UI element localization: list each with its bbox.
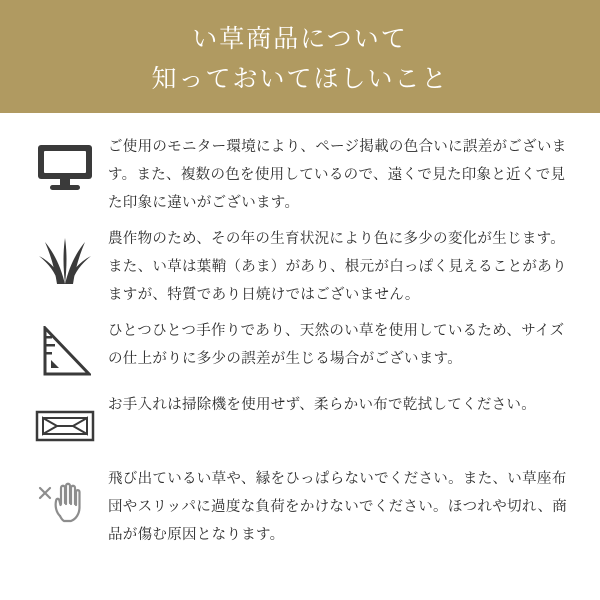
list-item xyxy=(22,389,578,457)
vacuum-prohibited-icon xyxy=(34,395,96,457)
note-paragraph: 飛び出ているい草や、縁をひっぱらないでください。また、い草座布団やスリッパに過度な負荷をかけないでください。ほつれや切れ、商品が傷む原因となります。 xyxy=(108,471,568,543)
list-item xyxy=(22,131,578,217)
page-header xyxy=(0,0,600,113)
list-item xyxy=(22,315,578,383)
icon-cell xyxy=(22,463,108,531)
note-text xyxy=(108,463,578,549)
note-text xyxy=(108,223,578,309)
note-paragraph: お手入れは掃除機を使用せず、柔らかい布で乾拭してください。 xyxy=(108,397,537,413)
ruler-triangle-icon xyxy=(34,321,96,383)
icon-cell xyxy=(22,223,108,291)
grass-icon xyxy=(34,229,96,291)
icon-cell xyxy=(22,389,108,457)
notice-list xyxy=(0,113,600,549)
list-item xyxy=(22,463,578,549)
list-item xyxy=(22,223,578,309)
note-paragraph: ご使用のモニター環境により、ページ掲載の色合いに誤差がございます。また、複数の色を使用しているので、遠くで見た印象と近くで見た印象に違いがございます。 xyxy=(108,139,567,211)
icon-cell xyxy=(22,315,108,383)
page-title-line-2: 知っておいてほしいこと xyxy=(151,64,449,93)
note-paragraph: ひとつひとつ手作りであり、天然のい草を使用しているため、サイズの仕上がりに多少の誤差が生じる場合がございます。 xyxy=(108,323,565,367)
note-text xyxy=(108,315,578,373)
monitor-icon xyxy=(34,137,96,199)
note-paragraph: 農作物のため、その年の生育状況により色に多少の変化が生じます。また、い草は葉鞘（あま）があり、根元が白っぽく見えることがありますが、特質であり日焼けではございません。 xyxy=(108,231,567,303)
no-pull-hand-icon xyxy=(34,469,96,531)
icon-cell xyxy=(22,131,108,199)
note-text xyxy=(108,131,578,217)
note-text xyxy=(108,389,578,419)
page-title-line-1: い草商品について xyxy=(192,24,408,53)
